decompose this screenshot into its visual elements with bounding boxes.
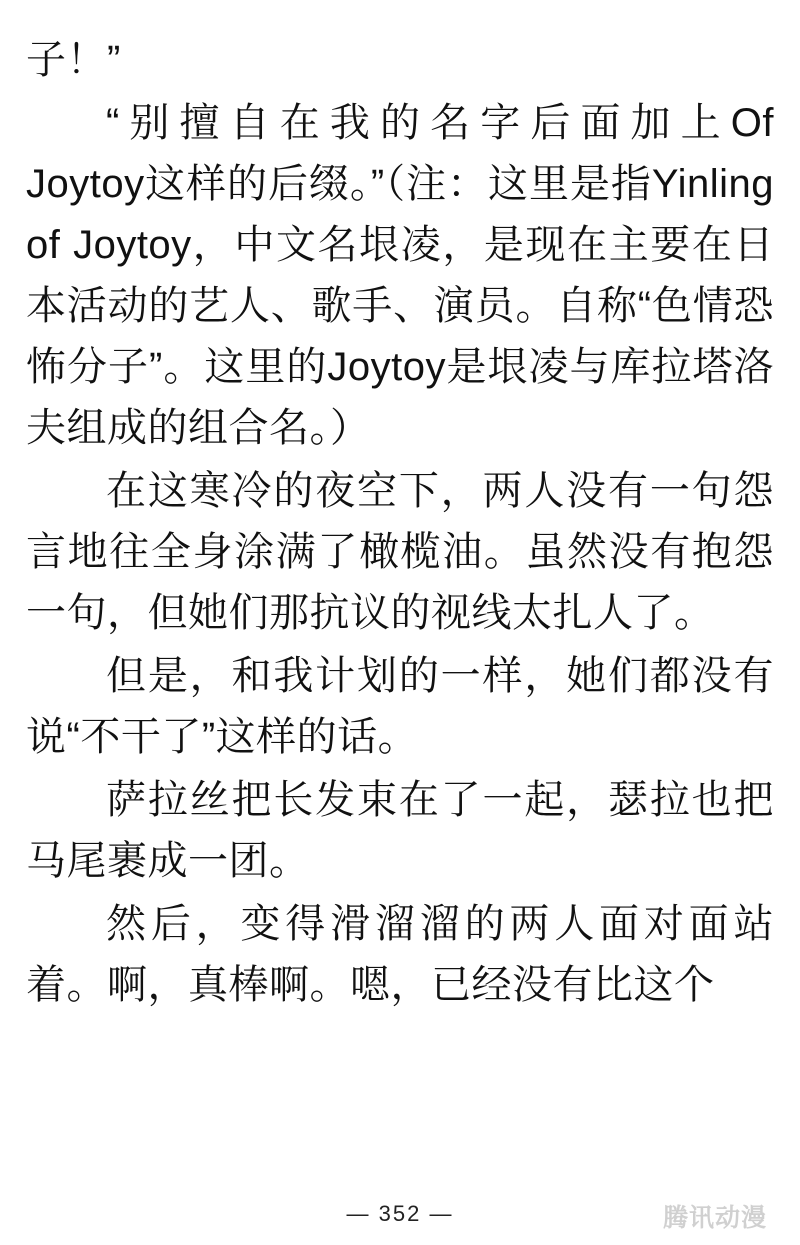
paragraph: “别擅自在我的名字后面加上Of Joytoy这样的后缀。”（注：这里是指Yinling of Joytoy，中文名垠凌，是现在主要在日本活动的艺人、歌手、演员。自称“色情恐怖分子”。这里的Joytoy是垠凌与库拉塔洛夫组成的组合名。） (26, 101, 774, 450)
page-number: — 352 — (346, 1201, 454, 1226)
watermark-logo: 腾讯动漫 (662, 1204, 767, 1232)
paragraph: 然后，变得滑溜溜的两人面对面站着。啊，真棒啊。嗯，已经没有比这个 (26, 902, 774, 1007)
paragraph: 子！” (26, 38, 121, 82)
paragraph: 在这寒冷的夜空下，两人没有一句怨言地往全身涂满了橄榄油。虽然没有抱怨一句，但她们那抗议的视线太扎人了。 (26, 469, 774, 635)
paragraph: 但是，和我计划的一样，她们都没有说“不干了”这样的话。 (26, 654, 774, 759)
paragraph: 萨拉丝把长发束在了一起，瑟拉也把马尾裹成一团。 (26, 778, 774, 883)
page-text-body (26, 30, 774, 1018)
